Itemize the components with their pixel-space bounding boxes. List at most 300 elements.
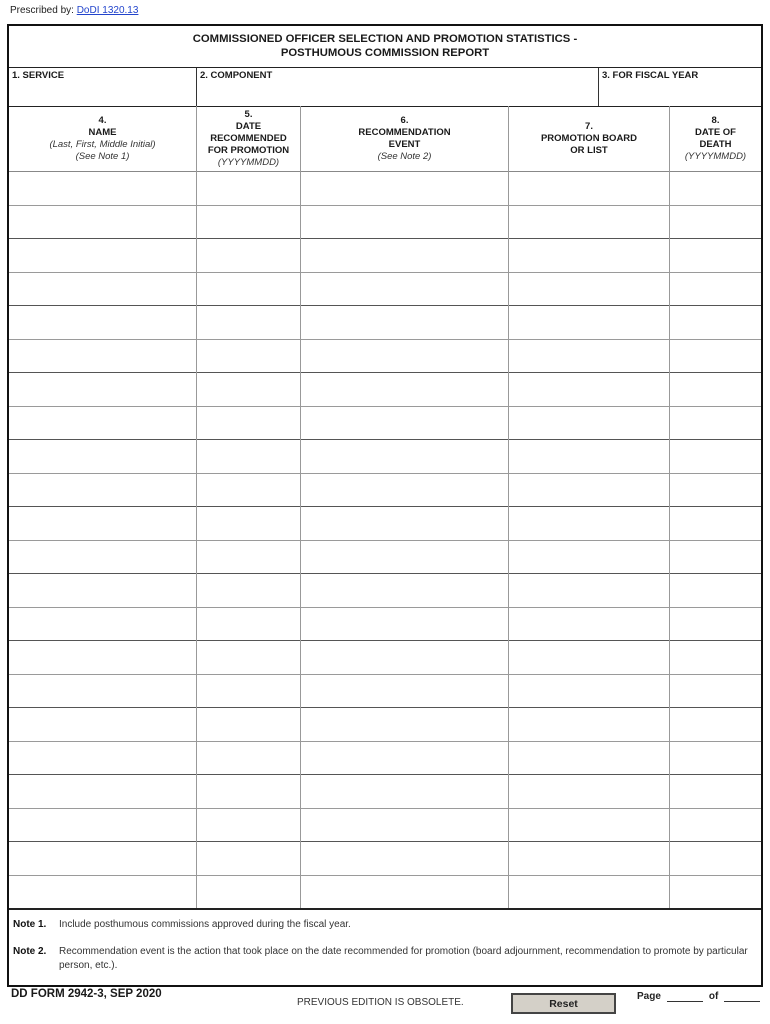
cell-name — [9, 675, 196, 708]
date-recommended-input[interactable] — [197, 206, 300, 239]
cell-name — [9, 742, 196, 775]
recommendation-event-input[interactable] — [301, 842, 508, 875]
date-of-death-input[interactable] — [670, 876, 761, 909]
date-recommended-input[interactable] — [197, 507, 300, 540]
cell-recommendation-event — [301, 507, 508, 540]
col-title: EVENT — [388, 138, 421, 150]
cell-date-recommended — [197, 742, 300, 775]
name-input[interactable] — [9, 206, 196, 239]
component-field — [197, 68, 598, 106]
column-header-promotion-board — [509, 106, 669, 172]
table-row — [9, 172, 761, 206]
cell-date-of-death — [670, 574, 761, 607]
table-row — [9, 708, 761, 742]
cell-promotion-board — [509, 407, 669, 440]
date-recommended-input[interactable] — [197, 373, 300, 406]
date-of-death-input[interactable] — [670, 340, 761, 373]
name-input[interactable] — [9, 440, 196, 473]
promotion-board-input[interactable] — [509, 708, 669, 741]
cell-promotion-board — [509, 809, 669, 842]
cell-recommendation-event — [301, 641, 508, 674]
cell-date-recommended — [197, 273, 300, 306]
cell-date-recommended — [197, 507, 300, 540]
date-of-death-input[interactable] — [670, 306, 761, 339]
obsolete-notice: PREVIOUS EDITION IS OBSOLETE. — [297, 997, 464, 1008]
date-recommended-input[interactable] — [197, 876, 300, 909]
page-numbering — [637, 990, 766, 1002]
date-of-death-input[interactable] — [670, 172, 761, 205]
date-recommended-input[interactable] — [197, 340, 300, 373]
date-of-death-input[interactable] — [670, 507, 761, 540]
cell-recommendation-event — [301, 273, 508, 306]
cell-name — [9, 172, 196, 205]
title-line-1: COMMISSIONED OFFICER SELECTION AND PROMOTION STATISTICS - — [192, 33, 578, 45]
date-of-death-input[interactable] — [670, 239, 761, 272]
cell-date-recommended — [197, 675, 300, 708]
cell-date-of-death — [670, 876, 761, 909]
cell-promotion-board — [509, 172, 669, 205]
table-row — [9, 809, 761, 843]
date-recommended-input[interactable] — [197, 273, 300, 306]
cell-recommendation-event — [301, 775, 508, 808]
date-recommended-input[interactable] — [197, 407, 300, 440]
cell-recommendation-event — [301, 474, 508, 507]
table-row — [9, 206, 761, 240]
recommendation-event-input[interactable] — [301, 273, 508, 306]
title-line-2: POSTHUMOUS COMMISSION REPORT — [280, 47, 490, 59]
cell-date-of-death — [670, 172, 761, 205]
cell-recommendation-event — [301, 239, 508, 272]
note-text: Recommendation event is the action that took place on the date recommended for promotion (board adjournment, recommendation to promote by particular person, etc.). — [59, 946, 748, 971]
cell-recommendation-event — [301, 172, 508, 205]
cell-recommendation-event — [301, 708, 508, 741]
cell-recommendation-event — [301, 742, 508, 775]
cell-recommendation-event — [301, 407, 508, 440]
cell-promotion-board — [509, 340, 669, 373]
cell-name — [9, 641, 196, 674]
form-title — [9, 26, 761, 68]
column-divider — [508, 106, 509, 909]
table-bottom-border — [9, 908, 761, 910]
date-of-death-input[interactable] — [670, 574, 761, 607]
promotion-board-input[interactable] — [509, 608, 669, 641]
name-input[interactable] — [9, 775, 196, 808]
service-field — [9, 68, 196, 106]
date-of-death-input[interactable] — [670, 842, 761, 875]
form-id: DD FORM 2942-3, SEP 2020 — [11, 988, 162, 1000]
cell-promotion-board — [509, 507, 669, 540]
recommendation-event-input[interactable] — [301, 172, 508, 205]
col-title: DEATH — [699, 138, 732, 150]
date-of-death-input[interactable] — [670, 708, 761, 741]
col-subtitle: (YYYYMMDD) — [217, 156, 280, 168]
cell-promotion-board — [509, 306, 669, 339]
table-row — [9, 273, 761, 307]
recommendation-event-input[interactable] — [301, 507, 508, 540]
cell-date-of-death — [670, 273, 761, 306]
col-subtitle: (See Note 1) — [75, 150, 130, 162]
col-title: FOR PROMOTION — [207, 144, 290, 156]
col-number: 6. — [400, 114, 409, 126]
cell-date-recommended — [197, 541, 300, 574]
note-1 — [13, 918, 757, 932]
date-of-death-input[interactable] — [670, 407, 761, 440]
recommendation-event-input[interactable] — [301, 708, 508, 741]
cell-recommendation-event — [301, 373, 508, 406]
cell-recommendation-event — [301, 440, 508, 473]
cell-name — [9, 206, 196, 239]
column-divider — [196, 106, 197, 909]
promotion-board-input[interactable] — [509, 373, 669, 406]
promotion-board-input[interactable] — [509, 507, 669, 540]
cell-date-of-death — [670, 507, 761, 540]
cell-date-of-death — [670, 842, 761, 875]
cell-date-of-death — [670, 306, 761, 339]
cell-promotion-board — [509, 876, 669, 909]
col-title: PROMOTION BOARD — [540, 132, 638, 144]
promotion-board-input[interactable] — [509, 172, 669, 205]
col-title: OR LIST — [570, 144, 608, 156]
column-header-recommendation-event — [301, 106, 508, 172]
recommendation-event-input[interactable] — [301, 608, 508, 641]
recommendation-event-input[interactable] — [301, 574, 508, 607]
cell-name — [9, 239, 196, 272]
date-recommended-input[interactable] — [197, 809, 300, 842]
cell-recommendation-event — [301, 206, 508, 239]
promotion-board-input[interactable] — [509, 842, 669, 875]
date-recommended-input[interactable] — [197, 842, 300, 875]
cell-name — [9, 708, 196, 741]
recommendation-event-input[interactable] — [301, 641, 508, 674]
fiscal-year-field — [599, 68, 761, 106]
cell-date-of-death — [670, 708, 761, 741]
name-input[interactable] — [9, 742, 196, 775]
name-input[interactable] — [9, 876, 196, 909]
cell-name — [9, 440, 196, 473]
cell-date-of-death — [670, 474, 761, 507]
col-number: 4. — [98, 114, 107, 126]
page-total-input[interactable] — [724, 990, 760, 1002]
name-input[interactable] — [9, 373, 196, 406]
component-input[interactable] — [200, 84, 595, 104]
col-subtitle: (Last, First, Middle Initial) — [49, 138, 156, 150]
cell-date-recommended — [197, 574, 300, 607]
table-row — [9, 407, 761, 441]
promotion-board-input[interactable] — [509, 641, 669, 674]
name-input[interactable] — [9, 708, 196, 741]
date-recommended-input[interactable] — [197, 172, 300, 205]
column-divider — [300, 106, 301, 909]
cell-name — [9, 474, 196, 507]
name-input[interactable] — [9, 474, 196, 507]
page-label: Page — [637, 991, 661, 1002]
component-label: 2. COMPONENT — [200, 70, 273, 81]
cell-promotion-board — [509, 373, 669, 406]
table-row — [9, 775, 761, 809]
cell-promotion-board — [509, 641, 669, 674]
cell-recommendation-event — [301, 809, 508, 842]
cell-date-recommended — [197, 440, 300, 473]
cell-date-of-death — [670, 206, 761, 239]
column-header-name — [9, 106, 196, 172]
col-title: RECOMMENDATION — [358, 126, 451, 138]
column-header-date-of-death — [670, 106, 761, 172]
cell-date-recommended — [197, 775, 300, 808]
cell-date-of-death — [670, 675, 761, 708]
cell-recommendation-event — [301, 541, 508, 574]
col-subtitle: (YYYYMMDD) — [684, 150, 747, 162]
recommendation-event-input[interactable] — [301, 876, 508, 909]
date-of-death-input[interactable] — [670, 742, 761, 775]
recommendation-event-input[interactable] — [301, 239, 508, 272]
table-row — [9, 574, 761, 608]
cell-date-recommended — [197, 809, 300, 842]
date-of-death-input[interactable] — [670, 373, 761, 406]
name-input[interactable] — [9, 239, 196, 272]
date-recommended-input[interactable] — [197, 608, 300, 641]
table-row — [9, 239, 761, 273]
cell-name — [9, 507, 196, 540]
cell-promotion-board — [509, 239, 669, 272]
name-input[interactable] — [9, 407, 196, 440]
name-input[interactable] — [9, 172, 196, 205]
cell-name — [9, 407, 196, 440]
reset-button[interactable]: Reset — [511, 993, 616, 1014]
promotion-board-input[interactable] — [509, 541, 669, 574]
cell-date-recommended — [197, 340, 300, 373]
recommendation-event-input[interactable] — [301, 206, 508, 239]
cell-promotion-board — [509, 775, 669, 808]
cell-date-recommended — [197, 474, 300, 507]
cell-date-recommended — [197, 407, 300, 440]
form-frame — [7, 24, 763, 987]
note-label: Note 2. — [13, 946, 47, 957]
recommendation-event-input[interactable] — [301, 742, 508, 775]
col-title: RECOMMENDED — [210, 132, 287, 144]
recommendation-event-input[interactable] — [301, 373, 508, 406]
table-row — [9, 507, 761, 541]
cell-recommendation-event — [301, 876, 508, 909]
date-of-death-input[interactable] — [670, 641, 761, 674]
cell-date-of-death — [670, 641, 761, 674]
table-row — [9, 641, 761, 675]
date-of-death-input[interactable] — [670, 775, 761, 808]
date-recommended-input[interactable] — [197, 541, 300, 574]
name-input[interactable] — [9, 574, 196, 607]
promotion-board-input[interactable] — [509, 775, 669, 808]
date-recommended-input[interactable] — [197, 708, 300, 741]
col-subtitle: (See Note 2) — [377, 150, 432, 162]
date-recommended-input[interactable] — [197, 440, 300, 473]
col-title: DATE — [235, 120, 262, 132]
date-of-death-input[interactable] — [670, 809, 761, 842]
promotion-board-input[interactable] — [509, 206, 669, 239]
cell-date-of-death — [670, 742, 761, 775]
cell-date-of-death — [670, 775, 761, 808]
date-of-death-input[interactable] — [670, 541, 761, 574]
recommendation-event-input[interactable] — [301, 809, 508, 842]
cell-date-recommended — [197, 842, 300, 875]
promotion-board-input[interactable] — [509, 742, 669, 775]
date-recommended-input[interactable] — [197, 742, 300, 775]
table-row — [9, 876, 761, 910]
cell-recommendation-event — [301, 675, 508, 708]
fiscal-year-label: 3. FOR FISCAL YEAR — [602, 70, 699, 81]
promotion-board-input[interactable] — [509, 440, 669, 473]
cell-date-recommended — [197, 373, 300, 406]
col-number: 7. — [585, 120, 593, 132]
date-recommended-input[interactable] — [197, 574, 300, 607]
cell-date-of-death — [670, 440, 761, 473]
of-label: of — [708, 991, 719, 1002]
date-recommended-input[interactable] — [197, 775, 300, 808]
name-input[interactable] — [9, 507, 196, 540]
name-input[interactable] — [9, 608, 196, 641]
promotion-board-input[interactable] — [509, 876, 669, 909]
cell-date-recommended — [197, 239, 300, 272]
cell-name — [9, 842, 196, 875]
table-row — [9, 306, 761, 340]
cell-recommendation-event — [301, 340, 508, 373]
promotion-board-input[interactable] — [509, 273, 669, 306]
cell-promotion-board — [509, 474, 669, 507]
cell-name — [9, 608, 196, 641]
recommendation-event-input[interactable] — [301, 541, 508, 574]
cell-promotion-board — [509, 842, 669, 875]
table-row — [9, 373, 761, 407]
cell-recommendation-event — [301, 842, 508, 875]
col-number: 8. — [711, 114, 720, 126]
cell-date-of-death — [670, 541, 761, 574]
name-input[interactable] — [9, 340, 196, 373]
cell-date-of-death — [670, 407, 761, 440]
cell-date-of-death — [670, 809, 761, 842]
recommendation-event-input[interactable] — [301, 775, 508, 808]
name-input[interactable] — [9, 273, 196, 306]
name-input[interactable] — [9, 541, 196, 574]
note-text: Include posthumous commissions approved during the fiscal year. — [59, 919, 351, 930]
cell-promotion-board — [509, 708, 669, 741]
cell-recommendation-event — [301, 608, 508, 641]
recommendation-event-input[interactable] — [301, 675, 508, 708]
promotion-board-input[interactable] — [509, 809, 669, 842]
cell-name — [9, 809, 196, 842]
column-divider — [669, 106, 670, 909]
date-of-death-input[interactable] — [670, 440, 761, 473]
promotion-board-input[interactable] — [509, 675, 669, 708]
cell-date-recommended — [197, 708, 300, 741]
cell-promotion-board — [509, 206, 669, 239]
dodi-link[interactable]: DoDI 1320.13 — [76, 5, 139, 16]
cell-promotion-board — [509, 574, 669, 607]
date-recommended-input[interactable] — [197, 641, 300, 674]
service-label: 1. SERVICE — [12, 70, 65, 81]
promotion-board-input[interactable] — [509, 474, 669, 507]
table-row — [9, 842, 761, 876]
cell-date-of-death — [670, 340, 761, 373]
prescribed-label: Prescribed by: — [10, 5, 74, 16]
cell-name — [9, 340, 196, 373]
table-row — [9, 742, 761, 776]
cell-name — [9, 775, 196, 808]
page-number-input[interactable] — [667, 990, 703, 1002]
cell-name — [9, 273, 196, 306]
promotion-board-input[interactable] — [509, 574, 669, 607]
promotion-board-input[interactable] — [509, 407, 669, 440]
cell-date-recommended — [197, 641, 300, 674]
table-row — [9, 340, 761, 374]
cell-date-of-death — [670, 373, 761, 406]
date-of-death-input[interactable] — [670, 608, 761, 641]
name-input[interactable] — [9, 842, 196, 875]
date-of-death-input[interactable] — [670, 675, 761, 708]
fiscal-year-input[interactable] — [602, 84, 758, 104]
promotion-board-input[interactable] — [509, 340, 669, 373]
date-of-death-input[interactable] — [670, 474, 761, 507]
cell-promotion-board — [509, 742, 669, 775]
recommendation-event-input[interactable] — [301, 306, 508, 339]
cell-promotion-board — [509, 608, 669, 641]
date-recommended-input[interactable] — [197, 306, 300, 339]
cell-recommendation-event — [301, 306, 508, 339]
cell-promotion-board — [509, 440, 669, 473]
service-input[interactable] — [12, 84, 193, 104]
col-number: 5. — [244, 108, 253, 120]
cell-date-recommended — [197, 306, 300, 339]
date-of-death-input[interactable] — [670, 273, 761, 306]
cell-recommendation-event — [301, 574, 508, 607]
name-input[interactable] — [9, 675, 196, 708]
name-input[interactable] — [9, 641, 196, 674]
cell-date-recommended — [197, 876, 300, 909]
cell-date-of-death — [670, 239, 761, 272]
table-row — [9, 474, 761, 508]
date-recommended-input[interactable] — [197, 675, 300, 708]
cell-promotion-board — [509, 675, 669, 708]
note-2 — [13, 945, 757, 973]
promotion-board-input[interactable] — [509, 306, 669, 339]
table-row — [9, 608, 761, 642]
date-of-death-input[interactable] — [670, 206, 761, 239]
name-input[interactable] — [9, 809, 196, 842]
table-row — [9, 675, 761, 709]
prescribed-by — [10, 5, 138, 16]
cell-date-of-death — [670, 608, 761, 641]
col-title: NAME — [88, 126, 117, 138]
table-row — [9, 541, 761, 575]
recommendation-event-input[interactable] — [301, 340, 508, 373]
col-title: DATE OF — [695, 126, 736, 138]
cell-name — [9, 574, 196, 607]
cell-name — [9, 373, 196, 406]
promotion-board-input[interactable] — [509, 239, 669, 272]
cell-date-recommended — [197, 172, 300, 205]
table-row — [9, 440, 761, 474]
recommendation-event-input[interactable] — [301, 407, 508, 440]
name-input[interactable] — [9, 306, 196, 339]
cell-date-recommended — [197, 206, 300, 239]
cell-promotion-board — [509, 541, 669, 574]
cell-name — [9, 306, 196, 339]
cell-promotion-board — [509, 273, 669, 306]
date-recommended-input[interactable] — [197, 474, 300, 507]
cell-name — [9, 541, 196, 574]
recommendation-event-input[interactable] — [301, 474, 508, 507]
cell-name — [9, 876, 196, 909]
date-recommended-input[interactable] — [197, 239, 300, 272]
column-header-date-recommended — [197, 106, 300, 172]
recommendation-event-input[interactable] — [301, 440, 508, 473]
